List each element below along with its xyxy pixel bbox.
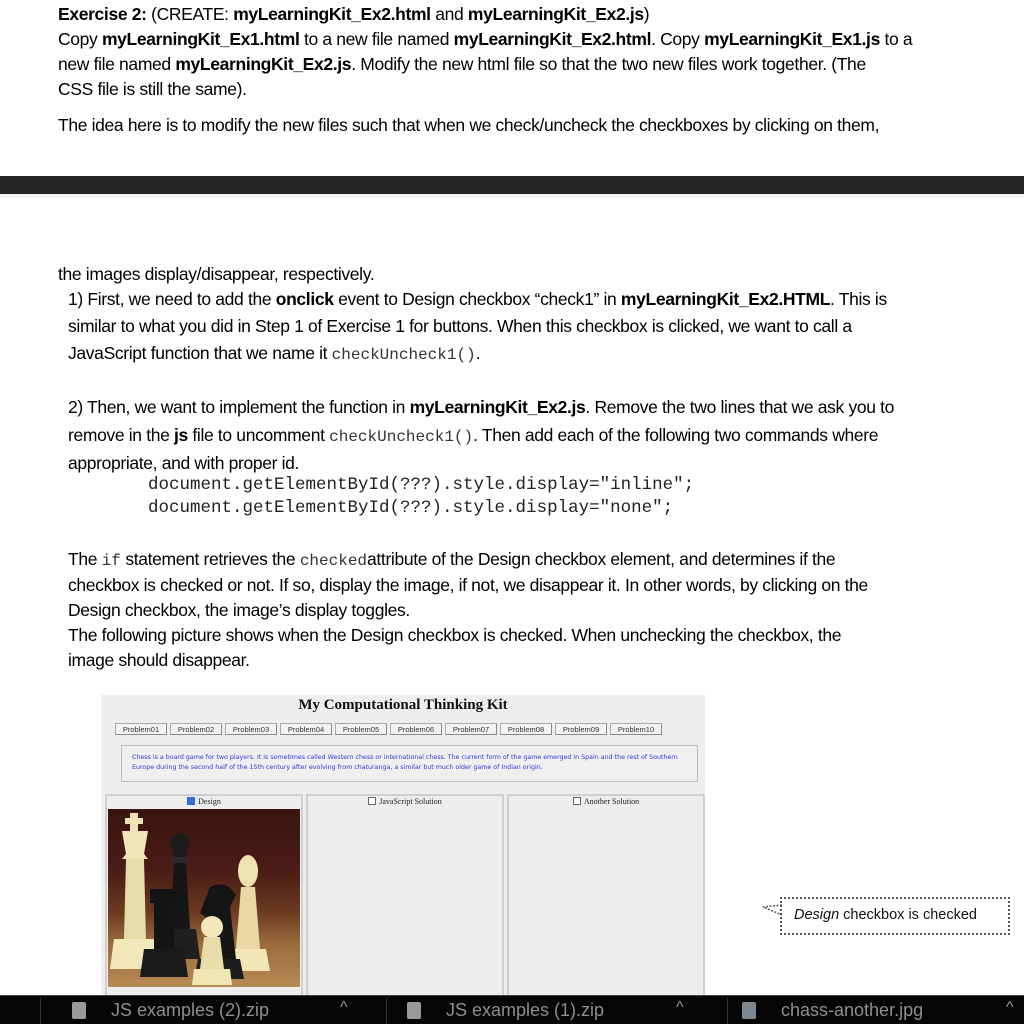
design-pane xyxy=(105,794,303,995)
download-item-js-examples-1[interactable]: JS examples (1).zip xyxy=(407,996,604,1024)
download-item-chass-another[interactable]: chass-another.jpg xyxy=(742,996,923,1024)
code-line-inline: document.getElementById(???).style.display="inline"; xyxy=(148,475,695,495)
chess-description: Chess is a board game for two players. It is sometimes called Western chess or international chess. The current form of the game emerged in Spain and the rest of Southern Europe during the second half of the 15th century after evolving from chaturanga, a similar but much older game of Indian origin. xyxy=(121,745,698,782)
exercise-heading: Exercise 2: (CREATE: myLearningKit_Ex2.html and myLearningKit_Ex2.js) xyxy=(58,4,650,24)
download-item-js-examples-2[interactable]: JS examples (2).zip xyxy=(72,996,269,1024)
problem01-button[interactable]: Problem01 xyxy=(115,723,167,735)
another-checkbox-row[interactable]: Another Solution xyxy=(509,796,703,807)
step2-line1: 2) Then, we want to implement the function in myLearningKit_Ex2.js. Remove the two lines that we ask you to xyxy=(68,397,895,417)
para3-line5: image should disappear. xyxy=(68,650,250,670)
image-file-icon xyxy=(742,1002,756,1019)
zip-file-icon xyxy=(407,1002,421,1019)
para1-line1: Copy myLearningKit_Ex1.html to a new file named myLearningKit_Ex2.html. Copy myLearningKit_Ex1.js to a xyxy=(58,29,913,49)
code-line-none: document.getElementById(???).style.display="none"; xyxy=(148,498,674,518)
callout-box xyxy=(780,897,1010,935)
chevron-up-icon[interactable]: ^ xyxy=(340,999,348,1016)
downloads-divider xyxy=(40,998,41,1024)
downloads-divider xyxy=(386,998,387,1024)
chevron-up-icon[interactable]: ^ xyxy=(1006,999,1014,1016)
problem10-button[interactable]: Problem10 xyxy=(610,723,662,735)
chevron-up-icon[interactable]: ^ xyxy=(676,999,684,1016)
problem03-button[interactable]: Problem03 xyxy=(225,723,277,735)
para2-line1: The idea here is to modify the new files such that when we check/uncheck the checkboxes by clicking on them, xyxy=(58,115,880,135)
downloads-divider xyxy=(727,998,728,1024)
para2-line2: the images display/disappear, respectively. xyxy=(58,264,375,284)
kit-title: My Computational Thinking Kit xyxy=(298,697,508,713)
para3-line2: checkbox is checked or not. If so, display the image, if not, we disappear it. In other words, by clicking on the xyxy=(68,575,868,595)
problem05-button[interactable]: Problem05 xyxy=(335,723,387,735)
another-solution-checkbox[interactable] xyxy=(573,797,581,805)
para3-line1: The if statement retrieves the checkedattribute of the Design checkbox element, and determines if the xyxy=(68,549,836,570)
problem06-button[interactable]: Problem06 xyxy=(390,723,442,735)
problem09-button[interactable]: Problem09 xyxy=(555,723,607,735)
zip-file-icon xyxy=(72,1002,86,1019)
chess-image xyxy=(108,809,300,987)
solution-panes xyxy=(105,794,705,995)
para1-line2: new file named myLearningKit_Ex2.js. Modify the new html file so that the two new files work together. (The xyxy=(58,54,866,74)
para1-line3: CSS file is still the same). xyxy=(58,79,247,99)
para3-line3: Design checkbox, the image’s display toggles. xyxy=(68,600,410,620)
callout-text: Design checkbox is checked xyxy=(794,907,977,923)
page-break xyxy=(0,176,1024,194)
design-checkbox-row[interactable]: Design xyxy=(107,796,301,807)
downloads-bar xyxy=(0,995,1024,1024)
problem04-button[interactable]: Problem04 xyxy=(280,723,332,735)
problem07-button[interactable]: Problem07 xyxy=(445,723,497,735)
step1-line2: similar to what you did in Step 1 of Exercise 1 for buttons. When this checkbox is clicked, we want to call a xyxy=(68,316,852,336)
problem08-button[interactable]: Problem08 xyxy=(500,723,552,735)
para3-line4: The following picture shows when the Design checkbox is checked. When unchecking the checkbox, the xyxy=(68,625,842,645)
another-solution-pane xyxy=(507,794,705,995)
step2-line3: appropriate, and with proper id. xyxy=(68,453,300,473)
page-edge xyxy=(0,194,1024,198)
javascript-solution-pane xyxy=(306,794,504,995)
design-checkbox[interactable] xyxy=(187,797,195,805)
embedded-screenshot xyxy=(101,695,705,995)
javascript-checkbox-row[interactable]: JavaScript Solution xyxy=(308,796,502,807)
step1-line3: JavaScript function that we name it checkUncheck1(). xyxy=(68,343,481,364)
problem-buttons xyxy=(115,723,662,735)
step1-line1: 1) First, we need to add the onclick event to Design checkbox “check1” in myLearningKit_Ex2.HTML. This is xyxy=(68,289,887,309)
chess-pieces-icon xyxy=(108,809,300,987)
step2-line2: remove in the js file to uncomment checkUncheck1(). Then add each of the following two commands where xyxy=(68,425,879,446)
problem02-button[interactable]: Problem02 xyxy=(170,723,222,735)
javascript-solution-checkbox[interactable] xyxy=(368,797,376,805)
